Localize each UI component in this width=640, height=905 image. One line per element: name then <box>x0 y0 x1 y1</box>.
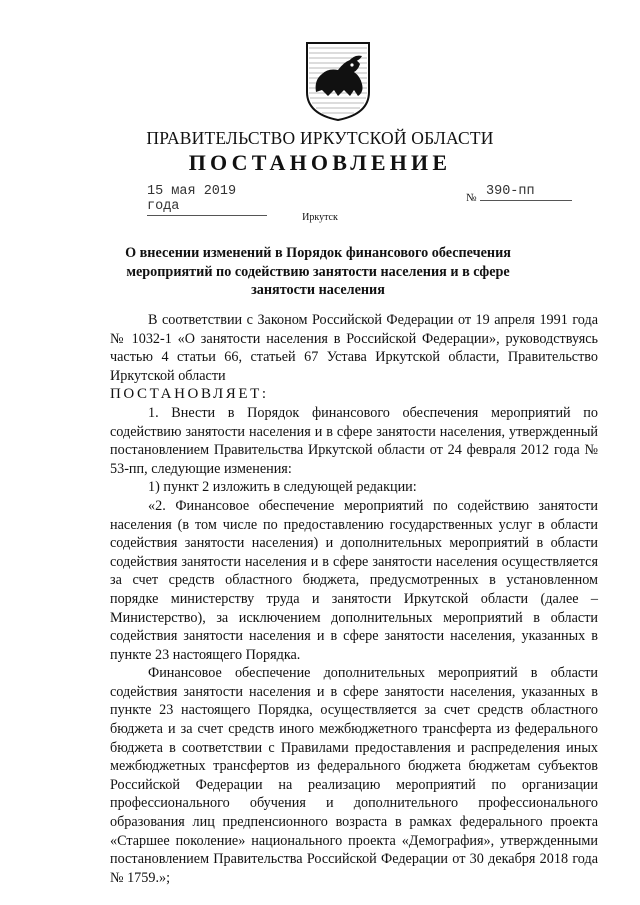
preamble-paragraph: В соответствии с Законом Российской Федерации от 19 апреля 1991 года № 1032-1 «О занятости населения в Российской Федерации», руководствуясь частью 4 статьи 66, статьей 67 Устава Иркутской области, Правительство Иркутской области <box>110 312 598 384</box>
new-point-2-paragraph: «2. Финансовое обеспечение мероприятий по содействию занятости населения (в том числе по предоставлению государственных услуг в области содействия занятости населения) и дополнительных мероприятий в области содействия занятости населения и в сфере занятости населения осуществляется за счет средств областного бюджета, предусмотренных в установленном порядке министерству труда и занятости Иркутской области (далее – Министерство), за исключением дополнительных мероприятий в области содействия занятости населения и в сфере занятости населения, указанных в пункте 23 настоящего Порядка. <box>110 497 598 663</box>
subclause-1-paragraph: 1) пункт 2 изложить в следующей редакции: <box>148 479 417 496</box>
decree-number: 390-пп <box>480 184 572 201</box>
resolves-heading: ПОСТАНОВЛЯЕТ: <box>110 386 269 403</box>
decree-title: О внесении изменений в Порядок финансового обеспечения мероприятий по содействию занятости населения и в сфере занятости населения <box>125 245 511 298</box>
irkutsk-coat-of-arms-icon <box>304 40 372 122</box>
city-name: Иркутск <box>302 212 338 223</box>
decree-date: 15 мая 2019 года <box>147 184 267 216</box>
financing-paragraph: Финансовое обеспечение дополнительных мероприятий в области содействия занятости населения и в сфере занятости населения, указанных в пункте 23 настоящего Порядка, осуществляется за счет средств областного бюджета и за счет средств иного межбюджетного трансферта из федерального бюджета в соответствии с Правилами предоставления и распределения иных межбюджетных трансфертов из федерального бюджета бюджетам субъектов Российской Федерации на реализацию мероприятий по организации профессионального обучения и дополнительного профессионального образования лиц предпенсионного возраста в рамках федерального проекта «Старшее поколение» национального проекта «Демография», утвержденными постановлением Правительства Российской Федерации от 30 декабря 2018 года № 1759.»; <box>110 665 598 886</box>
number-sign: № <box>466 192 477 204</box>
clause-1-paragraph: 1. Внести в Порядок финансового обеспечения мероприятий по содействию занятости населения и в сфере занятости населения, утвержденный постановлением Правительства Иркутской области от 24 февраля 2012 года № 53-пп, следующие изменения: <box>110 404 598 477</box>
document-type-title: ПОСТАНОВЛЕНИЕ <box>188 150 452 175</box>
government-name: ПРАВИТЕЛЬСТВО ИРКУТСКОЙ ОБЛАСТИ <box>146 128 494 148</box>
decree-body <box>110 311 598 887</box>
